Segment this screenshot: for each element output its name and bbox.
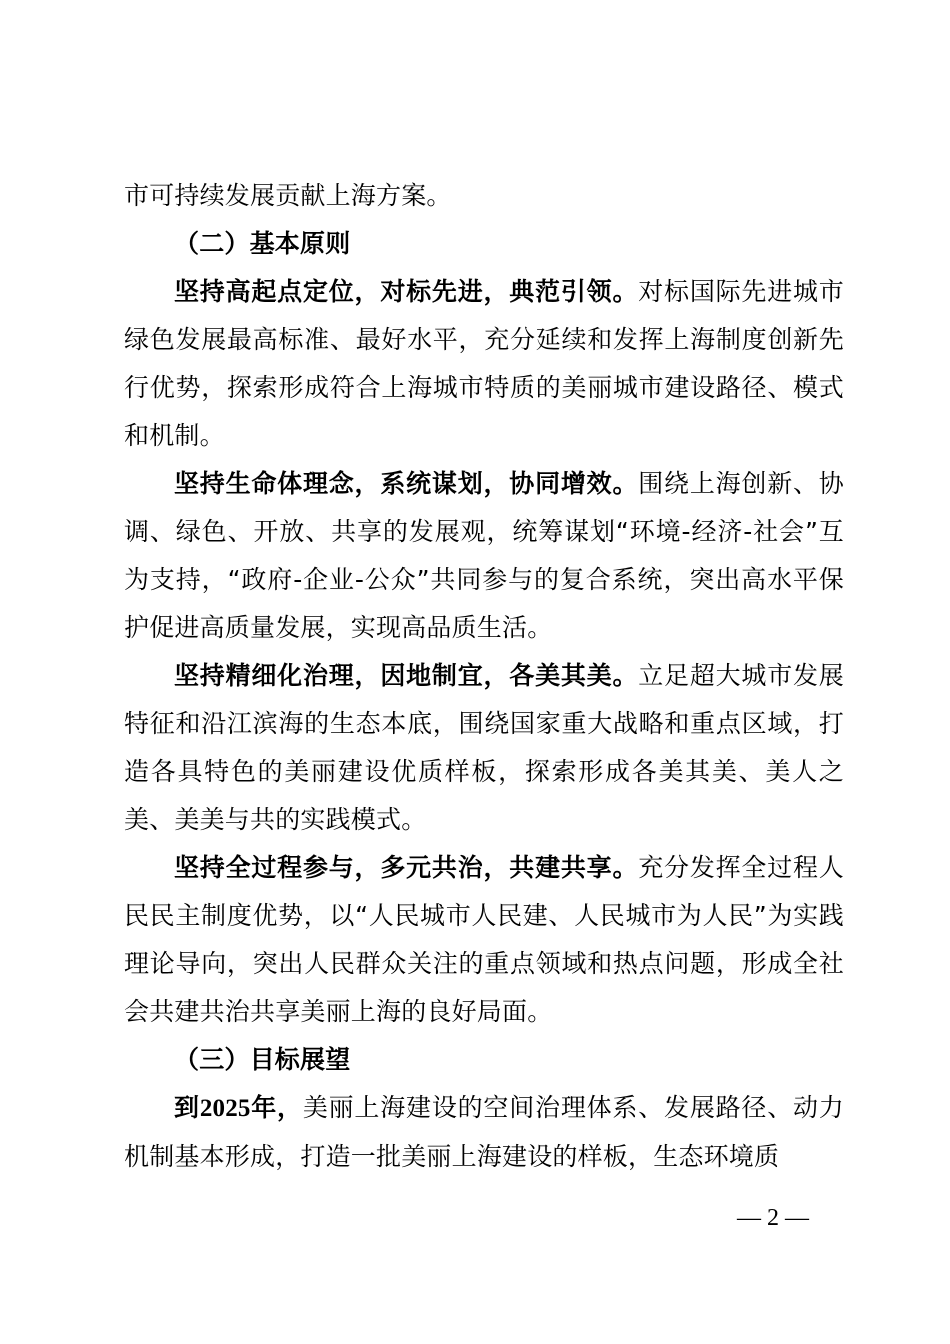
principle-body: 围绕上海创新、协调、绿色、开放、共享的发展观，统筹谋划“环境-经济-社会”互为支持，“政府-企业-公众”共同参与的复合系统，突出高水平保护促进高质量发展，实现高品质生活。 (124, 469, 844, 642)
principle-body: 立足超大城市发展特征和沿江滨海的生态本底，围绕国家重大战略和重点区域，打造各具特色的美丽建设优质样板，探索形成各美其美、美人之美、美美与共的实践模式。 (124, 661, 844, 834)
section-heading-principles: （二）基本原则 (174, 229, 351, 258)
principle-paragraph-1 (124, 268, 844, 460)
principle-lead: 坚持高起点定位，对标先进，典范引领。 (174, 277, 639, 306)
goal-year: 2025 (199, 1095, 251, 1122)
principle-lead: 坚持生命体理念，系统谋划，协同增效。 (174, 469, 639, 498)
continuation-paragraph: 市可持续发展贡献上海方案。 (124, 181, 452, 210)
principle-paragraph-4 (124, 844, 844, 1036)
goal-body: 美丽上海建设的空间治理体系、发展路径、动力机制基本形成，打造一批美丽上海建设的样板，生态环境质 (124, 1093, 845, 1171)
principle-paragraph-3 (124, 652, 844, 844)
section-heading-goals: （三）目标展望 (174, 1045, 351, 1074)
document-body (124, 172, 844, 1181)
principle-lead: 坚持全过程参与，多元共治，共建共享。 (174, 853, 639, 882)
page-number: — 2 — (737, 1205, 809, 1231)
principle-body: 对标国际先进城市绿色发展最高标准、最好水平，充分延续和发挥上海制度创新先行优势，探索形成符合上海城市特质的美丽城市建设路径、模式和机制。 (124, 277, 844, 450)
goal-lead-prefix: 到 (174, 1093, 200, 1122)
principle-body: 充分发挥全过程人民民主制度优势，以“人民城市人民建、人民城市为人民”为实践理论导向，突出人民群众关注的重点领域和热点问题，形成全社会共建共治共享美丽上海的良好局面。 (124, 853, 844, 1026)
goal-lead-suffix: 年， (250, 1093, 303, 1122)
principle-paragraph-2 (124, 460, 844, 652)
goal-paragraph (124, 1084, 844, 1181)
principle-lead: 坚持精细化治理，因地制宜，各美其美。 (174, 661, 639, 690)
